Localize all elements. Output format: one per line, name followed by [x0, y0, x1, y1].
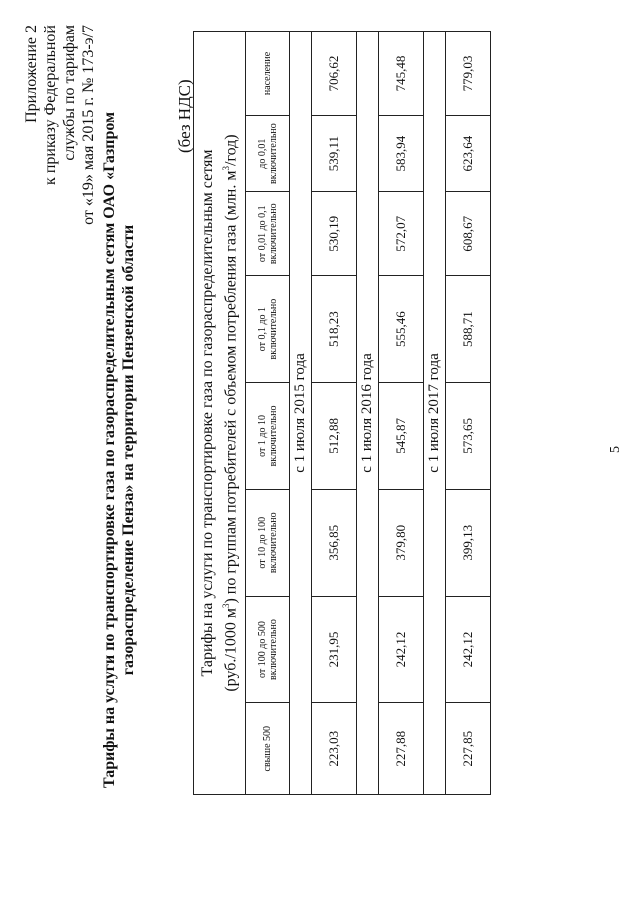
tariff-cell: 379,80 [379, 489, 424, 596]
tariff-cell: 555,46 [379, 276, 424, 383]
tariff-cell: 512,88 [312, 383, 357, 490]
document-title [100, 55, 138, 845]
tariff-cell: 779,03 [446, 32, 491, 116]
page-number: 5 [608, 446, 623, 453]
tariff-cell: 356,85 [312, 489, 357, 596]
group-header: от 100 до 500 включительно [246, 596, 290, 703]
tariff-cell: 518,23 [312, 276, 357, 383]
vat-note: (без НДС) [175, 79, 194, 153]
group-header: от 1 до 10 включительно [246, 383, 290, 490]
tariff-cell: 583,94 [379, 115, 424, 191]
title-line: газораспределение Пенза» на территории Пензенской области [120, 224, 137, 676]
tariff-cell: 745,48 [379, 32, 424, 116]
header-unit-mid: ) по группам потребителей с объемом потребления газа (млн. м [222, 170, 240, 604]
period-label: с 1 июля 2016 года [357, 32, 379, 795]
header-unit-sup: 3 [220, 166, 231, 171]
appendix-line: от «19» мая 2015 г. № 173-э/7 [80, 25, 97, 225]
tariff-cell: 573,65 [446, 383, 491, 490]
period-label: с 1 июля 2017 года [424, 32, 446, 795]
period-row [357, 32, 379, 795]
group-header: от 10 до 100 включительно [246, 489, 290, 596]
tariff-cell: 588,71 [446, 276, 491, 383]
tariff-cell: 227,88 [379, 703, 424, 795]
appendix-block [22, 25, 98, 285]
appendix-line: к приказу Федеральной [42, 25, 59, 185]
group-header: свыше 500 [246, 703, 290, 795]
appendix-line: Приложение 2 [23, 25, 40, 123]
tariff-cell: 242,12 [446, 596, 491, 703]
table-row [446, 32, 491, 795]
period-row [424, 32, 446, 795]
tariff-cell: 223,03 [312, 703, 357, 795]
tariff-table [193, 31, 491, 795]
tariff-cell: 530,19 [312, 192, 357, 276]
main-header-line: Тарифы на услуги по транспортировке газа по газораспределительным сетям [198, 149, 216, 677]
tariff-cell: 242,12 [379, 596, 424, 703]
table-main-header-row [194, 32, 246, 795]
title-line: Тарифы на услуги по транспортировке газа по газораспределительным сетям ОАО «Газпром [101, 111, 118, 789]
header-unit-suffix: /год) [222, 134, 240, 166]
tariff-cell: 539,11 [312, 115, 357, 191]
tariff-cell: 227,85 [446, 703, 491, 795]
appendix-line: службы по тарифам [61, 25, 78, 161]
tariff-cell: 706,62 [312, 32, 357, 116]
tariff-cell: 623,64 [446, 115, 491, 191]
tariff-cell: 399,13 [446, 489, 491, 596]
tariff-cell: 231,95 [312, 596, 357, 703]
table-row [379, 32, 424, 795]
table-main-header [194, 32, 246, 795]
table-row [312, 32, 357, 795]
header-unit-sup: 3 [220, 603, 231, 609]
main-header-line [217, 34, 240, 792]
group-header: от 0,01 до 0,1 включительно [246, 192, 290, 276]
tariff-cell: 545,87 [379, 383, 424, 490]
table-group-header-row [246, 32, 290, 795]
tariff-cell: 572,07 [379, 192, 424, 276]
period-label: с 1 июля 2015 года [290, 32, 312, 795]
header-unit-prefix: (руб./1000 м [222, 608, 240, 692]
group-header: население [246, 32, 290, 116]
group-header: от 0,1 до 1 включительно [246, 276, 290, 383]
period-row [290, 32, 312, 795]
group-header: до 0,01 включительно [246, 115, 290, 191]
tariff-cell: 608,67 [446, 192, 491, 276]
